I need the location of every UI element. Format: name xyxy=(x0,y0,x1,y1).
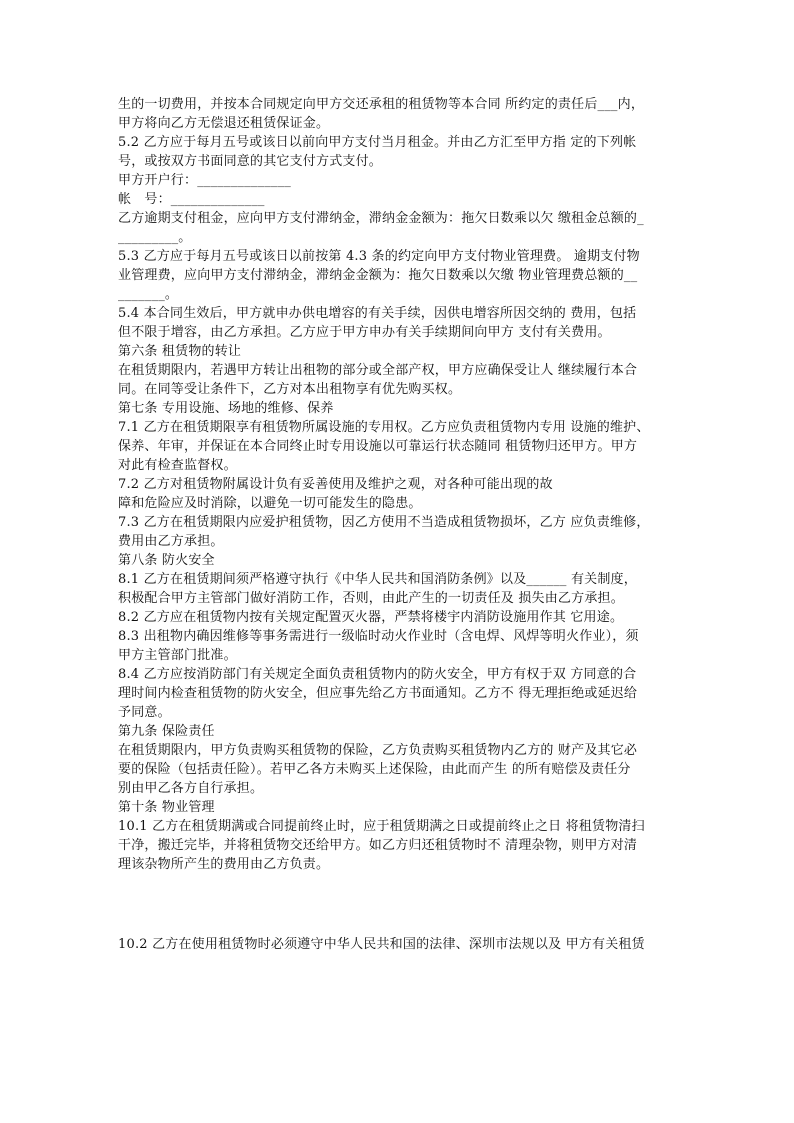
document-body xyxy=(118,95,678,874)
text-line: 8.3 出租物内确因维修等事务需进行一级临时动火作业时（含电焊、风焊等明火作业），须 xyxy=(118,629,639,644)
text-line: 在租赁期限内，若遇甲方转让出租物的部分或全部产权，甲方应确保受让人 继续履行本合 xyxy=(118,363,638,378)
text-line: _______。 xyxy=(118,287,179,302)
text-line: 甲方主管部门批准。 xyxy=(118,648,237,663)
text-line: 帐 号：______________ xyxy=(118,192,265,207)
text-line: 7.3 乙方在租赁期限内应爱护租赁物，因乙方使用不当造成租赁物损坏，乙方 应负责维修， xyxy=(118,515,650,530)
text-line: 乙方逾期支付租金，应向甲方支付滞纳金，滞纳金金额为：拖欠日数乘以欠 缴租金总额的_ xyxy=(118,211,644,226)
text-line: 别由甲乙各方自行承担。 xyxy=(118,781,264,796)
text-line: 理该杂物所产生的费用由乙方负责。 xyxy=(118,857,330,872)
text-line: 8.2 乙方应在租赁物内按有关规定配置灭火器，严禁将楼宇内消防设施用作其 它用途。 xyxy=(118,610,624,625)
text-line: 10.1 乙方在租赁期满或合同提前终止时，应于租赁期满之日或提前终止之日 将租赁物清扫 xyxy=(118,819,645,834)
text-line: 8.1 乙方在租赁期间须严格遵守执行《中华人民共和国消防条例》以及______ 有关制度， xyxy=(118,572,637,587)
text-line: 业管理费，应向甲方支付滞纳金，滞纳金金额为：拖欠日数乘以欠缴 物业管理费总额的__ xyxy=(118,268,638,283)
text-line: 甲方将向乙方无偿退还租赁保证金。 xyxy=(118,116,330,131)
text-line: 10.2 乙方在使用租赁物时必须遵守中华人民共和国的法律、深圳市法规以及 甲方有关租赁 xyxy=(118,937,645,952)
text-line: 第八条 防火安全 xyxy=(118,553,215,568)
text-line: 生的一切费用，并按本合同规定向甲方交还承租的租赁物等本合同 所约定的责任后___内， xyxy=(118,97,645,112)
text-line: 5.4 本合同生效后，甲方就申办供电增容的有关手续，因供电增容所因交纳的 费用，包括 xyxy=(118,306,637,321)
text-line: 要的保险（包括责任险）。若甲乙各方未购买上述保险，由此而产生 的所有赔偿及责任分 xyxy=(118,762,631,777)
text-line: 同。在同等受让条件下，乙方对本出租物享有优先购买权。 xyxy=(118,382,462,397)
document-page xyxy=(118,95,678,954)
text-line: 但不限于增容，由乙方承担。乙方应于甲方申办有关手续期间向甲方 支付有关费用。 xyxy=(118,325,611,340)
text-line: _________。 xyxy=(118,230,192,245)
text-line: 在租赁期限内，甲方负责购买租赁物的保险，乙方负责购买租赁物内乙方的 财产及其它必 xyxy=(118,743,638,758)
document-body-continued xyxy=(118,935,678,954)
text-line: 甲方开户行：______________ xyxy=(118,173,292,188)
text-line: 7.2 乙方对租赁物附属设计负有妥善使用及维护之观，对各种可能出现的故 xyxy=(118,477,553,492)
text-line: 号，或按双方书面同意的其它支付方式支付。 xyxy=(118,154,383,169)
text-line: 予同意。 xyxy=(118,705,171,720)
text-line: 8.4 乙方应按消防部门有关规定全面负责租赁物内的防火安全，甲方有权于双 方同意的合 xyxy=(118,667,637,682)
text-line: 积极配合甲方主管部门做好消防工作，否则，由此产生的一切责任及 损失由乙方承担。 xyxy=(118,591,624,606)
text-line: 干净，搬迁完毕，并将租赁物交还给甲方。如乙方归还租赁物时不 清理杂物，则甲方对清 xyxy=(118,838,638,853)
text-line: 第六条 租赁物的转让 xyxy=(118,344,242,359)
text-line: 费用由乙方承担。 xyxy=(118,534,224,549)
text-line: 5.2 乙方应于每月五号或该日以前向甲方支付当月租金。并由乙方汇至甲方指 定的下列帐 xyxy=(118,135,637,150)
text-line: 5.3 乙方应于每月五号或该日以前按第 4.3 条的约定向甲方支付物业管理费。 逾期支付物 xyxy=(118,249,640,264)
text-line: 7.1 乙方在租赁期限享有租赁物所属设施的专用权。乙方应负责租赁物内专用 设施的维护、 xyxy=(118,420,650,435)
text-line: 第七条 专用设施、场地的维修、保养 xyxy=(118,401,334,416)
text-line: 第九条 保险责任 xyxy=(118,724,215,739)
text-line: 对此有检查监督权。 xyxy=(118,458,237,473)
text-line: 理时间内检查租赁物的防火安全，但应事先给乙方书面通知。乙方不 得无理拒绝或延迟给 xyxy=(118,686,638,701)
text-line: 障和危险应及时消除，以避免一切可能发生的隐患。 xyxy=(118,496,422,511)
text-line: 保养、年审，并保证在本合同终止时专用设施以可靠运行状态随同 租赁物归还甲方。甲方 xyxy=(118,439,638,454)
text-line: 第十条 物业管理 xyxy=(118,800,215,815)
page-break-gap xyxy=(118,874,678,935)
